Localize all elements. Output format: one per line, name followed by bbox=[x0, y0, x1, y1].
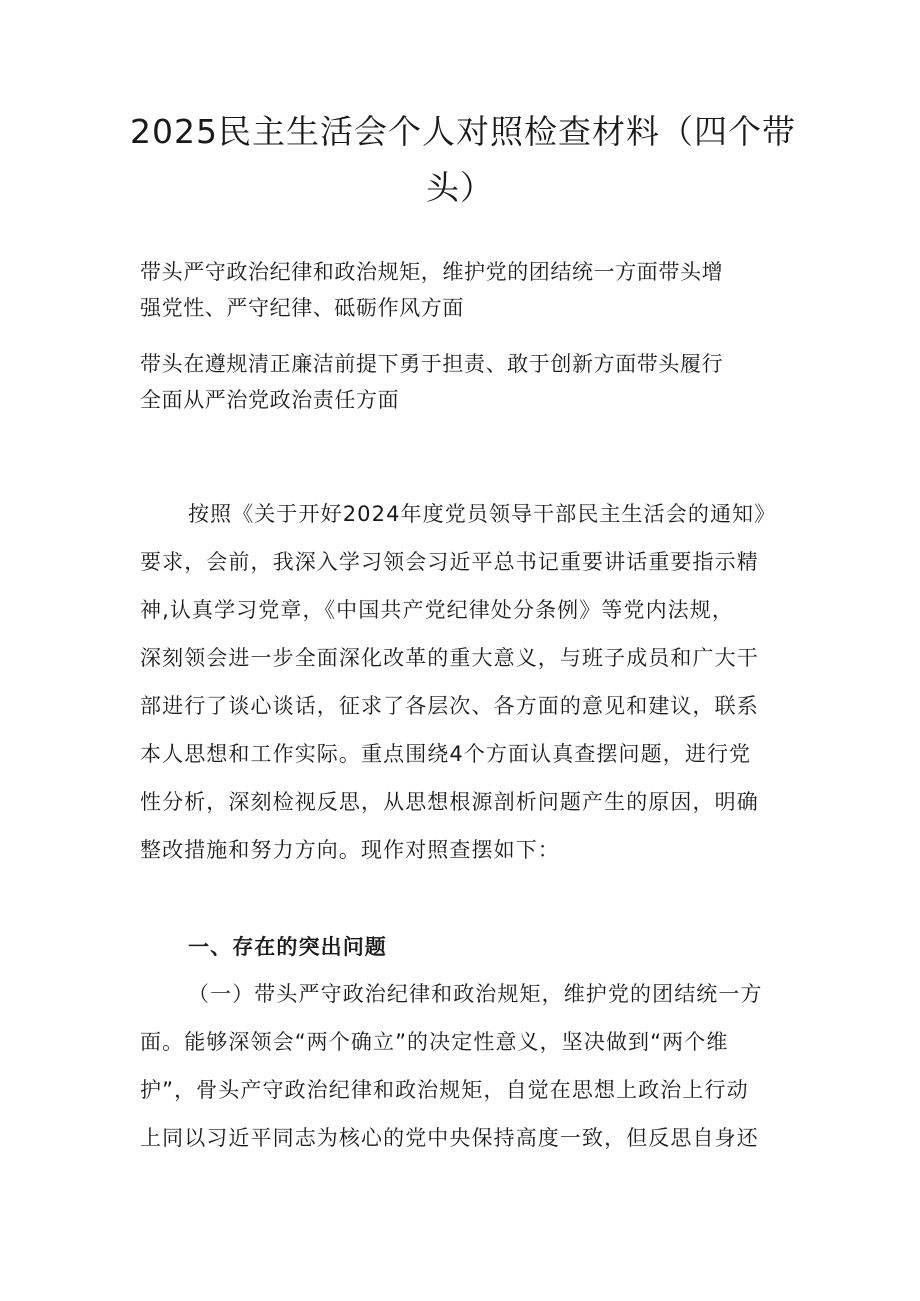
section-heading: 一、存在的突出问题 bbox=[188, 935, 387, 959]
topic-list bbox=[140, 254, 780, 418]
topic-line: 带头严守政治纪律和政治规矩，维护党的团结统一方面带头增 bbox=[140, 260, 724, 284]
intro-paragraph bbox=[140, 490, 785, 874]
paragraph-line: 部进行了谈心谈话，征求了各层次、各方面的意见和建议，联系 bbox=[140, 694, 759, 718]
paragraph-line: 按照《关于开好2024年度党员领导干部民主生活会的通知》 bbox=[188, 502, 777, 526]
paragraph-line: 本人思想和工作实际。重点围绕4个方面认真查摆问题，进行党 bbox=[140, 742, 752, 766]
document-title bbox=[130, 104, 796, 216]
paragraph-line: 要求，会前，我深入学习领会习近平总书记重要讲话重要指示精 bbox=[140, 550, 759, 574]
topic-line: 全面从严治党政治责任方面 bbox=[140, 388, 400, 412]
title-line-2: 头） bbox=[426, 168, 494, 207]
section-1-paragraph bbox=[140, 970, 785, 1162]
topic-line: 带头在遵规清正廉洁前提下勇于担责、敢于创新方面带头履行 bbox=[140, 352, 724, 376]
paragraph-line: 面。能够深领会“两个确立”的决定性意义，坚决做到“两个维 bbox=[140, 1030, 729, 1054]
paragraph-line: 神,认真学习党章，《中国共产党纪律处分条例》等党内法规， bbox=[140, 598, 734, 622]
paragraph-line: 护”，骨头产守政治纪律和政治规矩，自觉在思想上政治上行动 bbox=[140, 1078, 749, 1102]
paragraph-line: 深刻领会进一步全面深化改革的重大意义，与班子成员和广大干 bbox=[140, 646, 759, 670]
paragraph-line: （一）带头严守政治纪律和政治规矩，维护党的团结统一方 bbox=[188, 982, 763, 1006]
topic-line: 强党性、严守纪律、砥砺作风方面 bbox=[140, 296, 464, 320]
paragraph-line: 性分析，深刻检视反思，从思想根源剖析问题产生的原因，明确 bbox=[140, 790, 759, 814]
paragraph-line: 整改措施和努力方向。现作对照查摆如下： bbox=[140, 838, 560, 862]
title-line-1: 2025民主生活会个人对照检查材料（四个带 bbox=[130, 112, 796, 151]
paragraph-line: 上同以习近平同志为核心的党中央保持高度一致，但反思自身还 bbox=[140, 1126, 759, 1150]
